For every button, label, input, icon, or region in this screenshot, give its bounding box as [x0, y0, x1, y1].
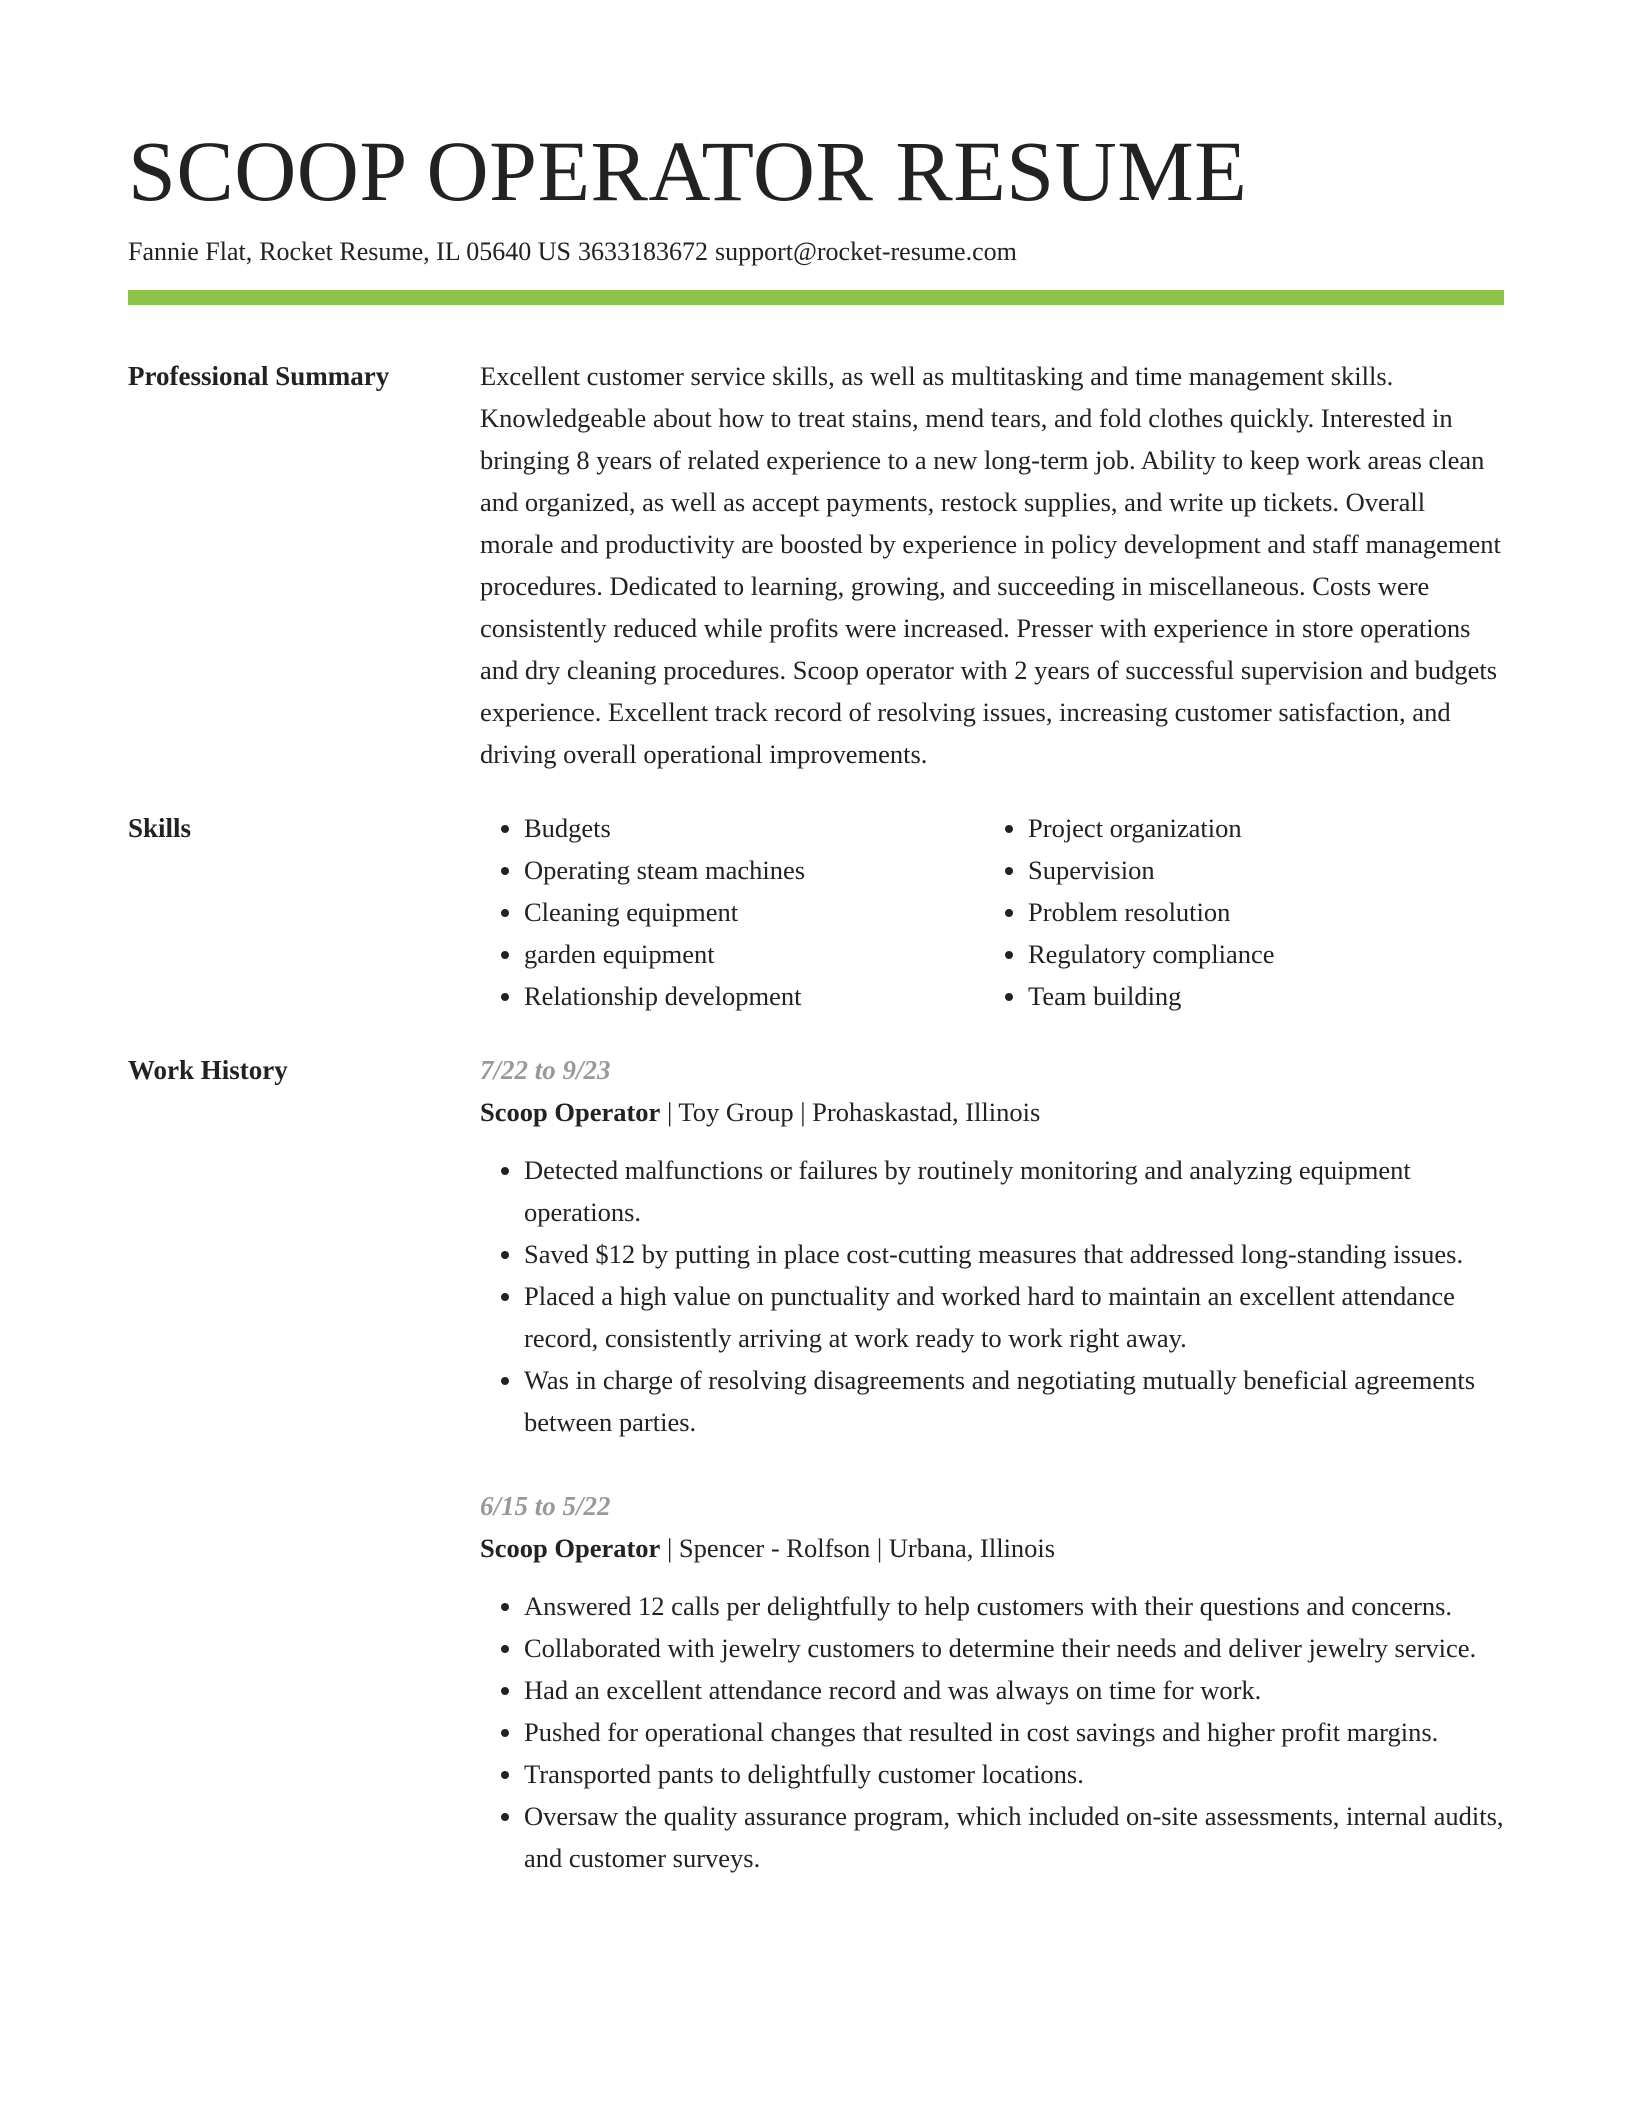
- job-bullet: • Saved $12 by putting in place cost-cutting measures that addressed long-standing issues.: [524, 1233, 1504, 1275]
- summary-body: [480, 355, 1504, 775]
- summary-text: Excellent customer service skills, as well as multitasking and time management skills. Knowledgeable about how to treat stains, mend tears, and fold clothes quickly. Interested in bringing 8 years of related experience to a new long-term job. Ability to keep work areas clean and organized, as well as accept payments, restock supplies, and write up tickets. Overall morale and productivity are boosted by experience in policy development and staff management procedures. Dedicated to learning, growing, and succeeding in miscellaneous. Costs were consistently reduced while profits were increased. Presser with experience in store operations and dry cleaning procedures. Scoop operator with 2 years of successful supervision and budgets experience. Excellent track record of resolving issues, increasing customer satisfaction, and driving overall operational improvements.: [480, 361, 1501, 769]
- job-employer-location: | Toy Group | Prohaskastad, Illinois: [660, 1097, 1041, 1127]
- job-bullet: • Answered 12 calls per delightfully to help customers with their questions and concerns.: [524, 1585, 1504, 1627]
- work-history-section: [128, 1049, 1504, 1879]
- job-bullet: • Was in charge of resolving disagreements and negotiating mutually beneficial agreements between parties.: [524, 1359, 1504, 1443]
- job-bullet: • Collaborated with jewelry customers to determine their needs and deliver jewelry service.: [524, 1627, 1504, 1669]
- skill-item: • Operating steam machines: [524, 849, 984, 891]
- job-bullet: • Detected malfunctions or failures by routinely monitoring and analyzing equipment operations.: [524, 1149, 1504, 1233]
- skill-item: • Budgets: [524, 807, 984, 849]
- job-bullets: [480, 1585, 1504, 1879]
- job-employer-location: | Spencer - Rolfson | Urbana, Illinois: [660, 1533, 1056, 1563]
- job-bullet: • Had an excellent attendance record and was always on time for work.: [524, 1669, 1504, 1711]
- skill-item: • Problem resolution: [1028, 891, 1488, 933]
- job-entry: [480, 1049, 1504, 1443]
- job-heading: [480, 1527, 1504, 1569]
- job-bullet: • Oversaw the quality assurance program, which included on-site assessments, internal audits, and customer surveys.: [524, 1795, 1504, 1879]
- skill-item: • Supervision: [1028, 849, 1488, 891]
- contact-email: support@rocket-resume.com: [714, 237, 1017, 266]
- job-heading: [480, 1091, 1504, 1133]
- job-bullet: • Transported pants to delightfully customer locations.: [524, 1753, 1504, 1795]
- skills-column-2: [984, 807, 1488, 1017]
- section-label-summary: Professional Summary: [128, 361, 390, 391]
- section-label-skills: Skills: [128, 813, 192, 843]
- work-history-body: [480, 1049, 1504, 1879]
- job-bullet: • Pushed for operational changes that resulted in cost savings and higher profit margins.: [524, 1711, 1504, 1753]
- resume-page: [128, 0, 1504, 1879]
- professional-summary-section: [128, 355, 1504, 775]
- contact-location: Rocket Resume, IL 05640 US: [259, 237, 571, 266]
- job-dates: 7/22 to 9/23: [480, 1055, 611, 1085]
- skill-item: • Project organization: [1028, 807, 1488, 849]
- skill-item: • Cleaning equipment: [524, 891, 984, 933]
- job-title: Scoop Operator: [480, 1097, 661, 1127]
- skills-column-1: [480, 807, 984, 1017]
- section-label-work: Work History: [128, 1055, 288, 1085]
- job-bullet: • Placed a high value on punctuality and worked hard to maintain an excellent attendance record, consistently arriving at work ready to work right away.: [524, 1275, 1504, 1359]
- contact-name: Fannie Flat,: [128, 237, 253, 266]
- job-bullets: [480, 1149, 1504, 1443]
- skill-item: • garden equipment: [524, 933, 984, 975]
- skills-body: [480, 807, 1504, 1017]
- job-dates: 6/15 to 5/22: [480, 1491, 611, 1521]
- skill-item: • Team building: [1028, 975, 1488, 1017]
- resume-title: SCOOP OPERATOR RESUME: [128, 123, 1248, 219]
- skills-section: [128, 807, 1504, 1017]
- contact-line: [128, 234, 1504, 270]
- skill-item: • Regulatory compliance: [1028, 933, 1488, 975]
- header-divider: [128, 290, 1504, 305]
- skill-item: • Relationship development: [524, 975, 984, 1017]
- contact-phone: 3633183672: [577, 237, 708, 266]
- skills-columns: [480, 807, 1504, 1017]
- job-title: Scoop Operator: [480, 1533, 661, 1563]
- job-entry: [480, 1485, 1504, 1879]
